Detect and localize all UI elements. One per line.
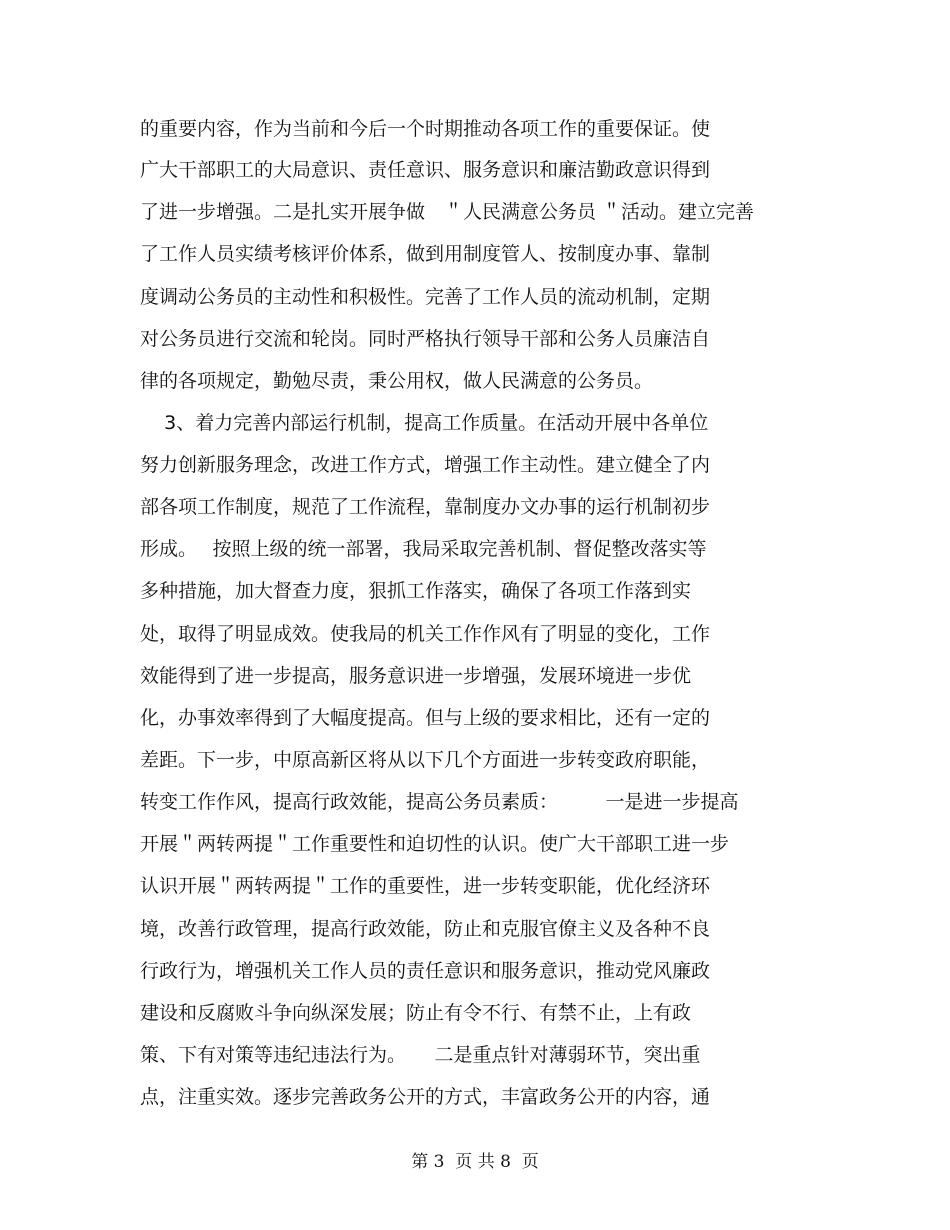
text-line: 部各项工作制度，规范了工作流程，靠制度办文办事的运行机制初步 — [140, 496, 711, 518]
text-line: 点，注重实效。逐步完善政务公开的方式，丰富政务公开的内容，通 — [140, 1086, 711, 1108]
text-line: 处，取得了明显成效。使我局的机关工作作风有了明显的变化，工作 — [140, 623, 711, 645]
text-line: 形成。 按照上级的统一部署，我局采取完善机制、督促整改落实等 — [140, 538, 707, 560]
text-line: 努力创新服务理念，改进工作方式，增强工作主动性。建立健全了内 — [140, 454, 711, 476]
text-line: 3、着力完善内部运行机制，提高工作质量。在活动开展中各单位 — [140, 412, 709, 434]
text-line: 的重要内容，作为当前和今后一个时期推动各项工作的重要保证。使 — [140, 118, 711, 140]
text-line: 境，改善行政管理，提高行政效能，防止和克服官僚主义及各种不良 — [140, 918, 711, 940]
text-line: 行政行为，增强机关工作人员的责任意识和服务意识，推动党风廉政 — [140, 960, 711, 982]
text-line: 差距。下一步，中原高新区将从以下几个方面进一步转变政府职能， — [140, 749, 711, 771]
text-line: 认识开展＂两转两提＂工作的重要性，进一步转变职能，优化经济环 — [140, 875, 711, 897]
text-line: 了工作人员实绩考核评价体系，做到用制度管人、按制度办事、靠制 — [140, 243, 711, 265]
text-line: 建设和反腐败斗争向纵深发展；防止有令不行、有禁不止，上有政 — [140, 1002, 692, 1024]
text-line: 律的各项规定，勤勉尽责，秉公用权，做人民满意的公务员。 — [140, 370, 654, 392]
text-line: 对公务员进行交流和轮岗。同时严格执行领导干部和公务人员廉洁自 — [140, 328, 711, 350]
text-line: 了进一步增强。二是扎实开展争做 ＂人民满意公务员 ＂活动。建立完善 — [140, 201, 755, 223]
text-line: 多种措施，加大督查力度，狠抓工作落实，确保了各项工作落到实 — [140, 580, 692, 602]
text-line: 效能得到了进一步提高，服务意识进一步增强，发展环境进一步优 — [140, 665, 692, 687]
page-number-footer: 第 3 页 共 8 页 — [411, 1152, 539, 1172]
text-line: 度调动公务员的主动性和积极性。完善了工作人员的流动机制，定期 — [140, 286, 711, 308]
text-line: 策、下有对策等违纪违法行为。 二是重点针对薄弱环节，突出重 — [140, 1044, 701, 1066]
text-line: 转变工作作风，提高行政效能，提高公务员素质： 一是进一步提高 — [140, 791, 739, 813]
text-line: 化，办事效率得到了大幅度提高。但与上级的要求相比，还有一定的 — [140, 707, 711, 729]
text-line: 广大干部职工的大局意识、责任意识、服务意识和廉洁勤政意识得到 — [140, 159, 711, 181]
text-line: 开展＂两转两提＂工作重要性和迫切性的认识。使广大干部职工进一步 — [140, 833, 730, 855]
